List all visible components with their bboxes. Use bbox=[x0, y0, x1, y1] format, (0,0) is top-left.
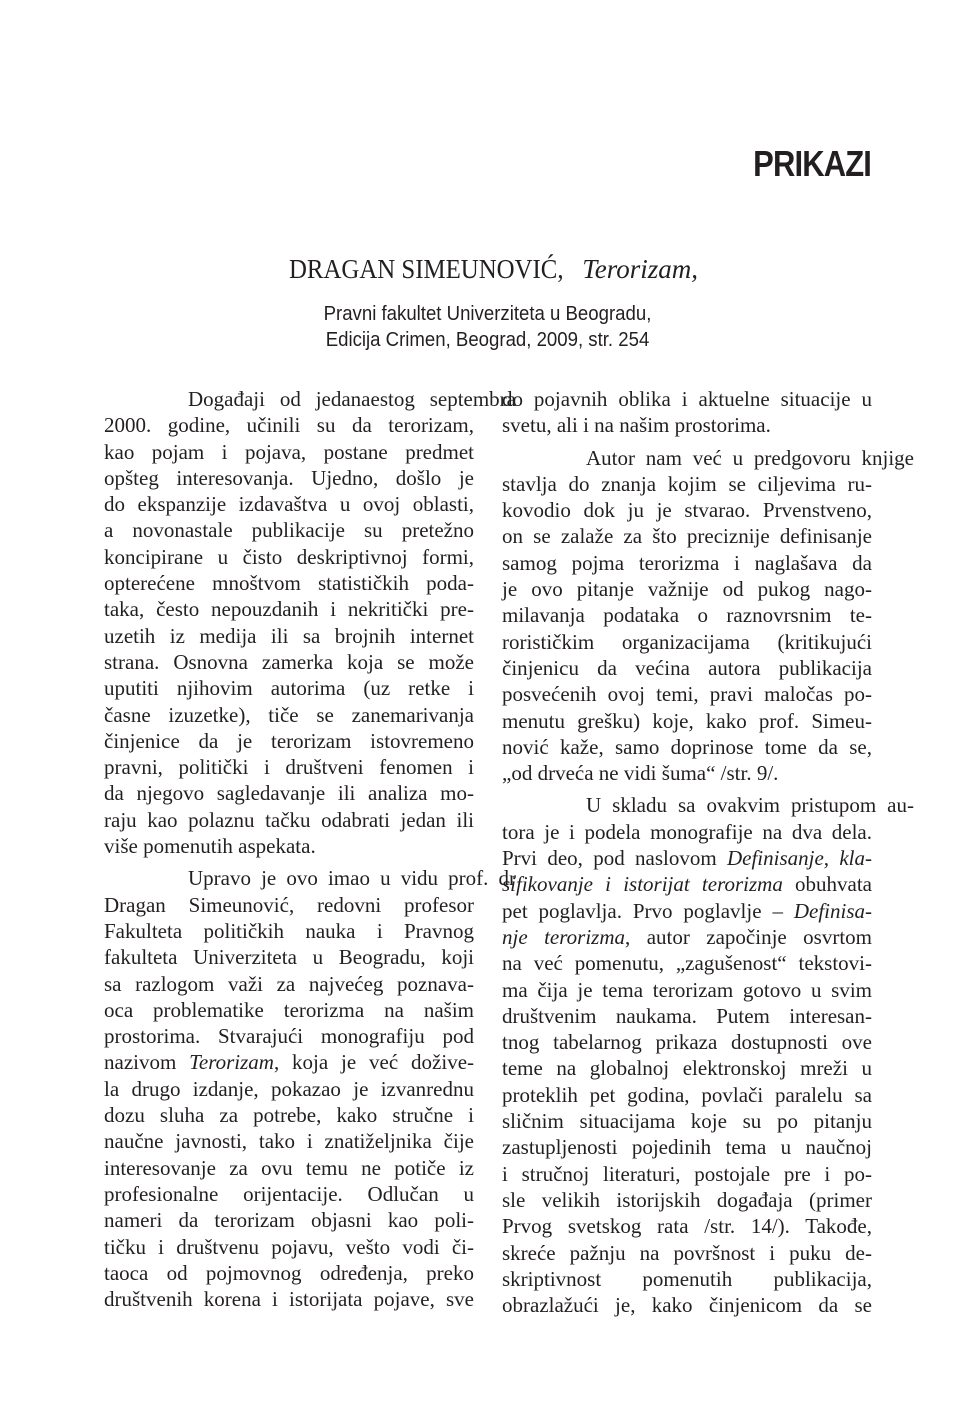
text-line bbox=[502, 602, 872, 628]
text-line bbox=[104, 1155, 474, 1181]
text-line bbox=[502, 1029, 872, 1055]
text-line bbox=[104, 491, 474, 517]
text-line bbox=[502, 386, 872, 412]
line-text: do ekspanzije izdavaštva u ovoj oblasti, bbox=[104, 492, 474, 517]
line-text: Autor nam već u predgovoru knjige bbox=[586, 445, 914, 470]
publication-info bbox=[0, 301, 975, 353]
line-text: sličnim situacijama koje su po pitanju bbox=[502, 1109, 872, 1134]
line-text: činjenice da je terorizam istovremeno bbox=[104, 728, 474, 753]
line-text: prostorima. Stvarajući monografiju pod bbox=[104, 1024, 474, 1049]
text-line bbox=[104, 1049, 474, 1075]
text-line bbox=[104, 892, 474, 918]
section-heading: PRIKAZI bbox=[753, 143, 871, 184]
text-line bbox=[502, 734, 872, 760]
line-text: oca problematike terorizma na našim bbox=[104, 997, 474, 1022]
text-line bbox=[502, 1134, 872, 1160]
line-text: tnog tabelarnog prikaza dostupnosti ove bbox=[502, 1030, 872, 1055]
text-line bbox=[502, 977, 872, 1003]
italic-title: Definisa- bbox=[793, 898, 872, 923]
text-line bbox=[502, 819, 872, 845]
text-line bbox=[502, 1055, 872, 1081]
text-line bbox=[502, 471, 872, 497]
text-line bbox=[502, 1082, 872, 1108]
text-line bbox=[104, 570, 474, 596]
line-text: taoca od pojmovnog određenja, preko bbox=[104, 1260, 474, 1285]
text-line bbox=[104, 1234, 474, 1260]
text-line bbox=[104, 1286, 474, 1312]
text-line bbox=[104, 465, 474, 491]
text-line bbox=[104, 918, 474, 944]
line-text: strana. Osnovna zamerka koja se može bbox=[104, 649, 474, 674]
italic-title: nje terorizma bbox=[502, 924, 625, 949]
line-text: i stručnoj literaturi, postojale pre i po- bbox=[502, 1161, 872, 1186]
line-text: stavlja do znanja kojim se ciljevima ru- bbox=[502, 471, 872, 496]
text-line bbox=[104, 517, 474, 543]
text-line bbox=[502, 412, 872, 438]
text-line bbox=[502, 898, 872, 924]
line-text: obrazlažući je, kako činjenicom da se bbox=[502, 1293, 872, 1318]
text-column-left bbox=[104, 386, 516, 1318]
text-line bbox=[104, 780, 474, 806]
text-line bbox=[502, 1240, 872, 1266]
paragraph bbox=[502, 792, 914, 1318]
line-text: on se zalaže za što preciznije definisanje bbox=[502, 524, 872, 549]
text-line bbox=[502, 1292, 872, 1318]
text-line bbox=[502, 871, 872, 897]
text-line bbox=[104, 675, 474, 701]
text-line bbox=[502, 445, 914, 471]
line-text: naučne javnosti, tako i znatiželjnika čije bbox=[104, 1129, 474, 1154]
text-line bbox=[502, 1266, 872, 1292]
line-text: teme na globalnoj elektronskoj mreži u bbox=[502, 1056, 872, 1081]
publisher-line: Pravni fakultet Univerziteta u Beogradu, bbox=[323, 303, 652, 325]
line-text: Fakulteta političkih nauka i Pravnog bbox=[104, 918, 474, 943]
text-line bbox=[502, 655, 872, 681]
line-text: taka, često nepouzdanih i nekritički pre- bbox=[104, 597, 474, 622]
line-text: „od drveća ne vidi šuma“ /str. 9/. bbox=[502, 761, 779, 786]
text-line bbox=[502, 760, 872, 786]
line-text: tora je i podela monografije na dva dela. bbox=[502, 819, 872, 844]
text-line bbox=[104, 865, 516, 891]
text-line bbox=[104, 439, 474, 465]
text-line bbox=[502, 629, 872, 655]
line-text: časne izuzetke), tiče se zanemarivanja bbox=[104, 702, 474, 727]
text-line bbox=[104, 728, 474, 754]
text-line bbox=[104, 1181, 474, 1207]
line-text: društvenih korena i istorijata pojave, sve bbox=[104, 1287, 474, 1312]
book-title: Terorizam, bbox=[582, 254, 699, 284]
line-text: sa razlogom važi za najvećeg poznava- bbox=[104, 971, 474, 996]
line-text: nje terorizma, autor započinje osvrtom bbox=[502, 924, 872, 949]
line-text: menutu grešku) koje, kako prof. Simeu- bbox=[502, 708, 872, 733]
line-text: proteklih pet godina, povlači paralelu sa bbox=[502, 1082, 872, 1107]
review-title bbox=[0, 252, 975, 286]
line-text: društvenim naukama. Putem interesan- bbox=[502, 1003, 872, 1028]
italic-title: Terorizam bbox=[189, 1050, 274, 1075]
line-text: skriptivnost pomenutih publikacija, bbox=[502, 1266, 872, 1291]
text-line bbox=[104, 833, 474, 859]
text-line bbox=[104, 412, 474, 438]
text-column-right bbox=[502, 386, 914, 1324]
line-text: tičku i društvenu pojavu, vešto vodi či- bbox=[104, 1234, 474, 1259]
line-text: nazivom Terorizam, koja je već dožive- bbox=[104, 1050, 475, 1075]
line-text: sifikovanje i istorijat terorizma obuhvata bbox=[502, 872, 873, 897]
line-text: samog pojma terorizma i naglašava da bbox=[502, 550, 872, 575]
text-line bbox=[104, 386, 516, 412]
line-text: na već pomenutu, „zagušenost“ tekstovi- bbox=[502, 951, 872, 976]
text-line bbox=[502, 550, 872, 576]
edition-line: Edicija Crimen, Beograd, 2009, str. 254 bbox=[325, 329, 650, 351]
text-line bbox=[502, 1161, 872, 1187]
line-text: Upravo je ovo imao u vidu prof. dr bbox=[188, 866, 516, 891]
line-text: da njegovo sagledavanje ili analiza mo- bbox=[104, 781, 474, 806]
line-text: ma čija je tema terorizam gotovo u svim bbox=[502, 977, 872, 1002]
line-text: skreće pažnju na površnost i puku de- bbox=[502, 1240, 872, 1265]
text-line bbox=[104, 1023, 474, 1049]
text-line bbox=[502, 924, 872, 950]
italic-title: Definisanje, kla- bbox=[726, 846, 872, 871]
text-line bbox=[104, 544, 474, 570]
text-line bbox=[104, 1076, 474, 1102]
line-text: 2000. godine, učinili su da terorizam, bbox=[104, 413, 474, 438]
line-text: više pomenutih aspekata. bbox=[104, 834, 316, 859]
text-line bbox=[502, 845, 872, 871]
paragraph bbox=[502, 386, 872, 439]
text-line bbox=[104, 1128, 474, 1154]
line-text: a novonastale publikacije su pretežno bbox=[104, 518, 474, 543]
text-line bbox=[502, 708, 872, 734]
line-text: la drugo izdanje, pokazao je izvanrednu bbox=[104, 1076, 474, 1101]
line-text: profesionalne orijentacije. Odlučan u bbox=[104, 1181, 474, 1206]
text-line bbox=[104, 807, 474, 833]
text-line bbox=[104, 702, 474, 728]
line-text: fakulteta Univerziteta u Beogradu, koji bbox=[104, 945, 474, 970]
line-text: uputiti njihovim autorima (uz retke i bbox=[104, 676, 474, 701]
text-line bbox=[502, 576, 872, 602]
line-text: uzetih iz medija ili sa brojnih internet bbox=[104, 623, 474, 648]
text-line bbox=[104, 649, 474, 675]
line-text: Dragan Simeunović, redovni profesor bbox=[104, 892, 474, 917]
line-text: pravni, politički i društveni fenomen i bbox=[104, 755, 474, 780]
line-text: sle velikih istorijskih događaja (primer bbox=[502, 1187, 872, 1212]
text-line bbox=[502, 1187, 872, 1213]
text-line bbox=[104, 596, 474, 622]
line-text: rorističkim organizacijama (kritikujući bbox=[502, 629, 872, 654]
line-text: nameri da terorizam objasni kao poli- bbox=[104, 1208, 474, 1233]
text-line bbox=[104, 997, 474, 1023]
text-line bbox=[502, 792, 914, 818]
line-text: zastupljenosti pojedinih tema u naučnoj bbox=[502, 1135, 872, 1160]
line-text: posvećenih ovoj temi, pravi maločas po- bbox=[502, 682, 872, 707]
line-text: Događaji od jedanaestog septembra bbox=[188, 387, 516, 411]
paragraph bbox=[104, 865, 516, 1312]
italic-title: sifikovanje i istorijat terorizma bbox=[502, 872, 783, 897]
text-line bbox=[104, 1102, 474, 1128]
line-text: dozu sluha za potrebe, kako stručne i bbox=[104, 1103, 474, 1128]
line-text: kao pojam i pojava, postane predmet bbox=[104, 439, 474, 464]
line-text: opšteg interesovanja. Ujedno, došlo je bbox=[104, 465, 474, 490]
text-line bbox=[502, 523, 872, 549]
line-text: činjenicu da većina autora publikacija bbox=[502, 655, 872, 680]
line-text: milavanja podataka o raznovrsnim te- bbox=[502, 603, 872, 628]
paragraph bbox=[104, 386, 516, 859]
text-line bbox=[502, 1003, 872, 1029]
line-text: pet poglavlja. Prvo poglavlje – Definisa- bbox=[502, 898, 872, 923]
line-text: kovodio dok ju je stvarao. Prvenstveno, bbox=[502, 498, 872, 523]
line-text: je ovo pitanje važnije od pukog nago- bbox=[502, 577, 872, 602]
line-text: koncipirane u čisto deskriptivnoj formi, bbox=[104, 544, 474, 569]
text-line bbox=[104, 623, 474, 649]
text-line bbox=[502, 681, 872, 707]
line-text: raju kao polaznu tačku odabrati jedan ili bbox=[104, 807, 474, 832]
line-text: svetu, ali i na našim prostorima. bbox=[502, 413, 771, 438]
line-text: Prvi deo, pod naslovom Definisanje, kla- bbox=[502, 846, 872, 871]
text-line bbox=[104, 944, 474, 970]
book-author: DRAGAN SIMEUNOVIĆ, bbox=[288, 254, 564, 284]
line-text: opterećene mnoštvom statističkih poda- bbox=[104, 571, 474, 596]
text-line bbox=[104, 1260, 474, 1286]
line-text: nović kaže, samo doprinose tome da se, bbox=[502, 734, 872, 759]
paragraph bbox=[502, 445, 914, 787]
line-text: U skladu sa ovakvim pristupom au- bbox=[586, 793, 914, 818]
text-line bbox=[104, 971, 474, 997]
text-line bbox=[502, 1213, 872, 1239]
text-line bbox=[502, 950, 872, 976]
text-line bbox=[104, 754, 474, 780]
line-text: interesovanje za ovu temu ne potiče iz bbox=[104, 1155, 474, 1180]
text-line bbox=[104, 1207, 474, 1233]
line-text: do pojavnih oblika i aktuelne situacije u bbox=[502, 387, 872, 411]
text-line bbox=[502, 497, 872, 523]
line-text: Prvog svetskog rata /str. 14/). Takođe, bbox=[502, 1214, 872, 1239]
text-line bbox=[502, 1108, 872, 1134]
